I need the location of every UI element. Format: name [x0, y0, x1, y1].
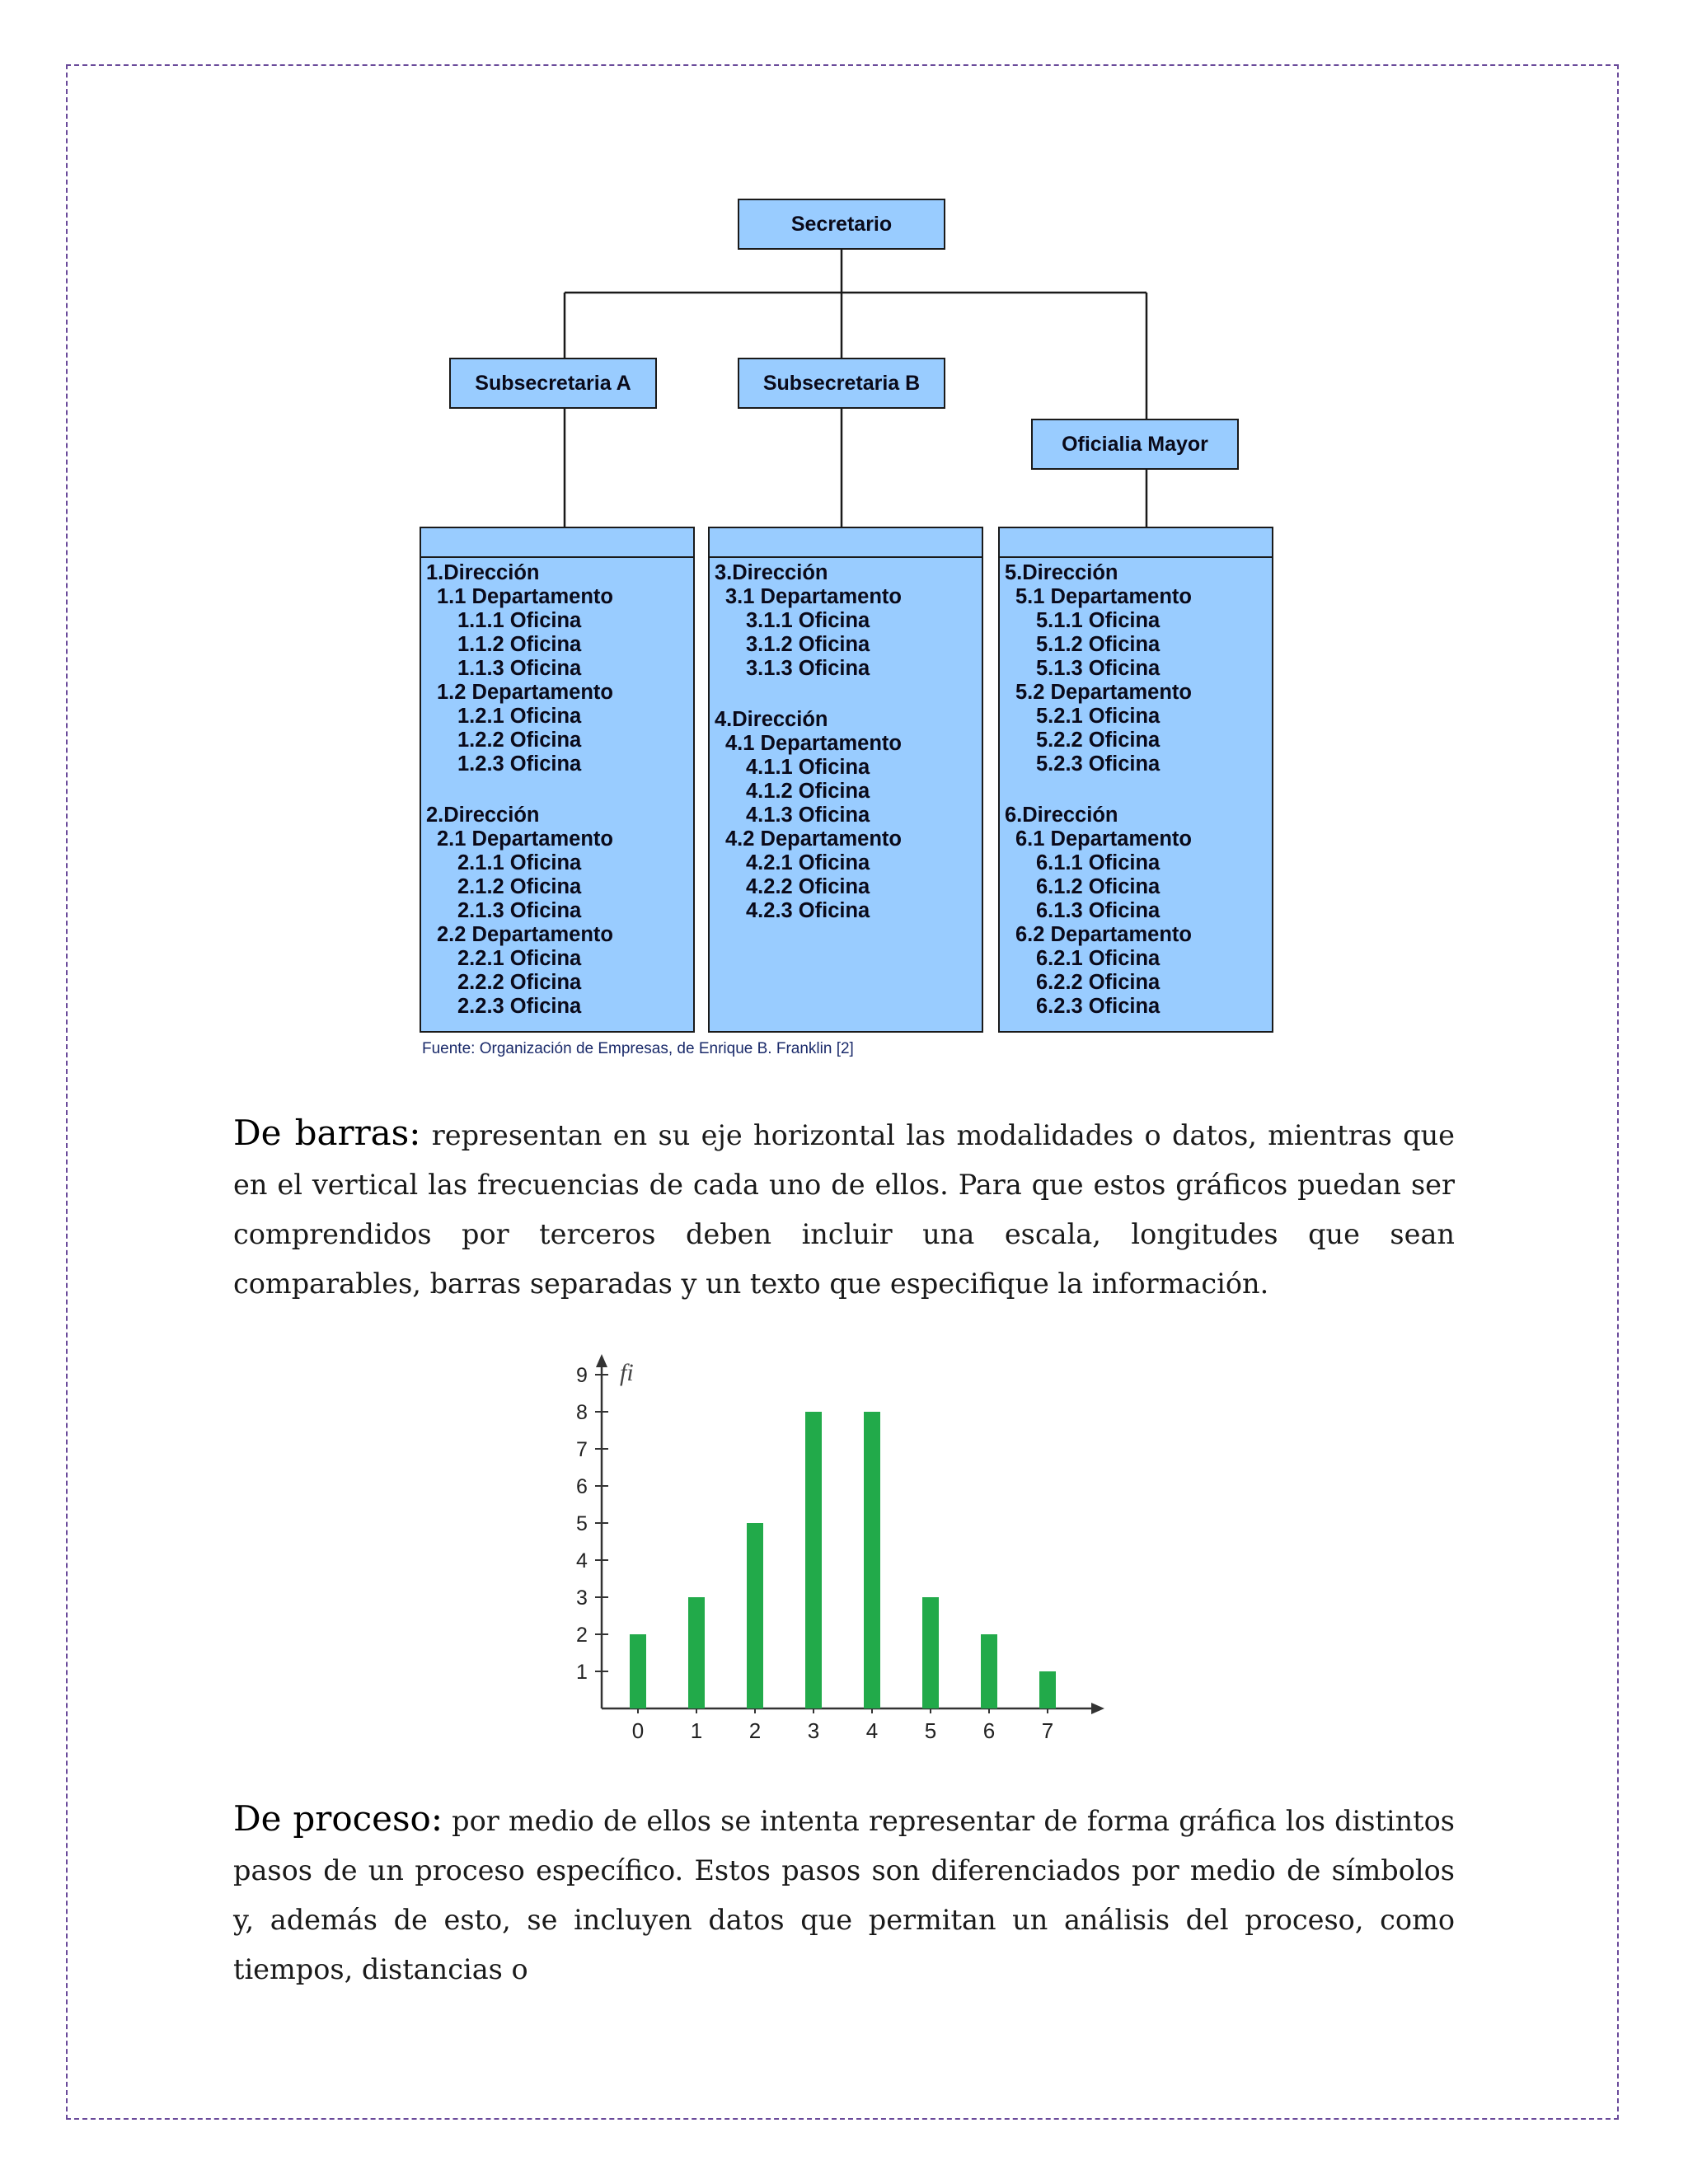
- departamento-label: 1.1 Departamento: [437, 585, 613, 608]
- oficina-label: 1.2.1 Oficina: [457, 705, 582, 728]
- org-box-oficialia-mayor: [1031, 419, 1239, 470]
- oficina-label: 3.1.3 Oficina: [746, 657, 870, 680]
- paragraph-text: representan en su eje horizontal las modalidades o datos, mientras que en el vertical las frecuencias de cada uno de ellos. Para que estos gráficos puedan ser comprendidos por terceros deben incluir una escala, longitudes que sean comparables, barras separadas y un texto que especifique la información.: [233, 1119, 1455, 1300]
- oficina-label: 6.2.2 Oficina: [1036, 971, 1160, 994]
- oficina-label: 6.1.2 Oficina: [1036, 875, 1160, 898]
- x-axis-arrow: [1091, 1703, 1104, 1714]
- oficina-label: 6.2.1 Oficina: [1036, 947, 1160, 970]
- departamento-label: 1.2 Departamento: [437, 681, 613, 704]
- bar-chart: [528, 1339, 1121, 1768]
- oficina-label: 6.2.3 Oficina: [1036, 995, 1160, 1018]
- org-column-spacer: [426, 776, 693, 804]
- y-tick-label: 8: [576, 1401, 588, 1424]
- oficina-label: 2.1.2 Oficina: [457, 875, 582, 898]
- org-column-header: [421, 528, 693, 558]
- org-box-subsecretaria-a: [449, 358, 657, 409]
- org-column-body: [710, 558, 982, 923]
- y-tick-label: 9: [576, 1364, 588, 1387]
- x-tick-label: 4: [865, 1718, 879, 1743]
- oficina-label: 4.1.2 Oficina: [746, 780, 870, 803]
- departamento-label: 2.1 Departamento: [437, 827, 613, 851]
- org-box-label: Subsecretaria A: [475, 371, 631, 395]
- org-column-spacer: [1005, 776, 1272, 804]
- bar: [630, 1634, 646, 1708]
- y-tick-label: 6: [576, 1475, 588, 1498]
- paragraph-proceso: [233, 1794, 1455, 1994]
- oficina-label: 4.2.2 Oficina: [746, 875, 870, 898]
- org-box-label: Oficialia Mayor: [1062, 432, 1208, 456]
- oficina-label: 1.1.3 Oficina: [457, 657, 582, 680]
- departamento-label: 4.2 Departamento: [725, 827, 902, 851]
- org-column-2: [708, 527, 983, 1033]
- direccion-label: 6.Dirección: [1005, 804, 1118, 827]
- oficina-label: 3.1.1 Oficina: [746, 609, 870, 632]
- departamento-label: 2.2 Departamento: [437, 923, 613, 946]
- paragraph-lead: De proceso:: [233, 1798, 443, 1839]
- y-tick-label: 5: [576, 1512, 588, 1535]
- paragraph-barras: [233, 1108, 1455, 1309]
- oficina-label: 4.1.1 Oficina: [746, 756, 870, 779]
- direccion-label: 4.Dirección: [715, 708, 828, 731]
- org-column-1: [420, 527, 695, 1033]
- x-tick-label: 3: [807, 1718, 820, 1743]
- departamento-label: 3.1 Departamento: [725, 585, 902, 608]
- org-column-body: [421, 558, 693, 1019]
- oficina-label: 1.1.1 Oficina: [457, 609, 582, 632]
- oficina-label: 6.1.1 Oficina: [1036, 851, 1160, 874]
- oficina-label: 3.1.2 Oficina: [746, 633, 870, 656]
- paragraph-lead: De barras:: [233, 1113, 421, 1153]
- x-tick-label: 0: [631, 1718, 645, 1743]
- y-tick-label: 1: [576, 1661, 588, 1684]
- departamento-label: 6.1 Departamento: [1015, 827, 1192, 851]
- departamento-label: 5.1 Departamento: [1015, 585, 1192, 608]
- y-tick-label: 2: [576, 1624, 588, 1647]
- y-axis-arrow: [596, 1354, 607, 1367]
- bar-chart-svg: [528, 1339, 1121, 1768]
- oficina-label: 5.2.2 Oficina: [1036, 729, 1160, 752]
- oficina-label: 5.2.3 Oficina: [1036, 752, 1160, 776]
- bar: [1039, 1671, 1056, 1708]
- org-box-label: Secretario: [790, 212, 893, 236]
- x-tick-label: 1: [690, 1718, 703, 1743]
- bar: [805, 1412, 822, 1708]
- bar: [747, 1523, 763, 1708]
- org-column-body: [1000, 558, 1272, 1019]
- y-tick-label: 7: [576, 1438, 588, 1461]
- departamento-label: 6.2 Departamento: [1015, 923, 1192, 946]
- y-axis-label: fi: [620, 1359, 634, 1386]
- org-chart: [0, 0, 1688, 1071]
- x-tick-label: 7: [1041, 1718, 1054, 1743]
- oficina-label: 1.2.3 Oficina: [457, 752, 582, 776]
- oficina-label: 2.2.1 Oficina: [457, 947, 582, 970]
- bar: [688, 1597, 705, 1708]
- org-box-subsecretaria-b: [738, 358, 945, 409]
- direccion-label: 3.Dirección: [715, 561, 828, 584]
- y-tick-label: 3: [576, 1586, 588, 1610]
- org-column-header: [1000, 528, 1272, 558]
- x-tick-label: 2: [748, 1718, 762, 1743]
- departamento-label: 5.2 Departamento: [1015, 681, 1192, 704]
- oficina-label: 2.1.1 Oficina: [457, 851, 582, 874]
- paragraph-text: por medio de ellos se intenta representar de forma gráfica los distintos pasos de un proceso específico. Estos pasos son diferenciados por medio de símbolos y, además de esto, se incluyen datos que permitan un análisis del proceso, como tiempos, distancias o: [233, 1805, 1455, 1985]
- direccion-label: 1.Dirección: [426, 561, 540, 584]
- oficina-label: 2.1.3 Oficina: [457, 899, 582, 922]
- oficina-label: 4.1.3 Oficina: [746, 804, 870, 827]
- oficina-label: 5.1.1 Oficina: [1036, 609, 1160, 632]
- oficina-label: 5.1.3 Oficina: [1036, 657, 1160, 680]
- departamento-label: 4.1 Departamento: [725, 732, 902, 755]
- oficina-label: 5.1.2 Oficina: [1036, 633, 1160, 656]
- org-column-spacer: [715, 681, 982, 708]
- oficina-label: 4.2.1 Oficina: [746, 851, 870, 874]
- direccion-label: 2.Dirección: [426, 804, 540, 827]
- org-column-header: [710, 528, 982, 558]
- bar: [981, 1634, 997, 1708]
- x-tick-label: 5: [924, 1718, 937, 1743]
- oficina-label: 2.2.3 Oficina: [457, 995, 582, 1018]
- oficina-label: 2.2.2 Oficina: [457, 971, 582, 994]
- oficina-label: 1.1.2 Oficina: [457, 633, 582, 656]
- x-tick-label: 6: [982, 1718, 996, 1743]
- org-box-secretario: [738, 199, 945, 250]
- direccion-label: 5.Dirección: [1005, 561, 1118, 584]
- oficina-label: 1.2.2 Oficina: [457, 729, 582, 752]
- oficina-label: 6.1.3 Oficina: [1036, 899, 1160, 922]
- oficina-label: 5.2.1 Oficina: [1036, 705, 1160, 728]
- org-chart-source: Fuente: Organización de Empresas, de Enrique B. Franklin [2]: [422, 1040, 854, 1057]
- org-column-3: [998, 527, 1273, 1033]
- y-tick-label: 4: [576, 1549, 588, 1572]
- bar: [864, 1412, 880, 1708]
- oficina-label: 4.2.3 Oficina: [746, 899, 870, 922]
- bar: [922, 1597, 939, 1708]
- org-box-label: Subsecretaria B: [762, 371, 921, 395]
